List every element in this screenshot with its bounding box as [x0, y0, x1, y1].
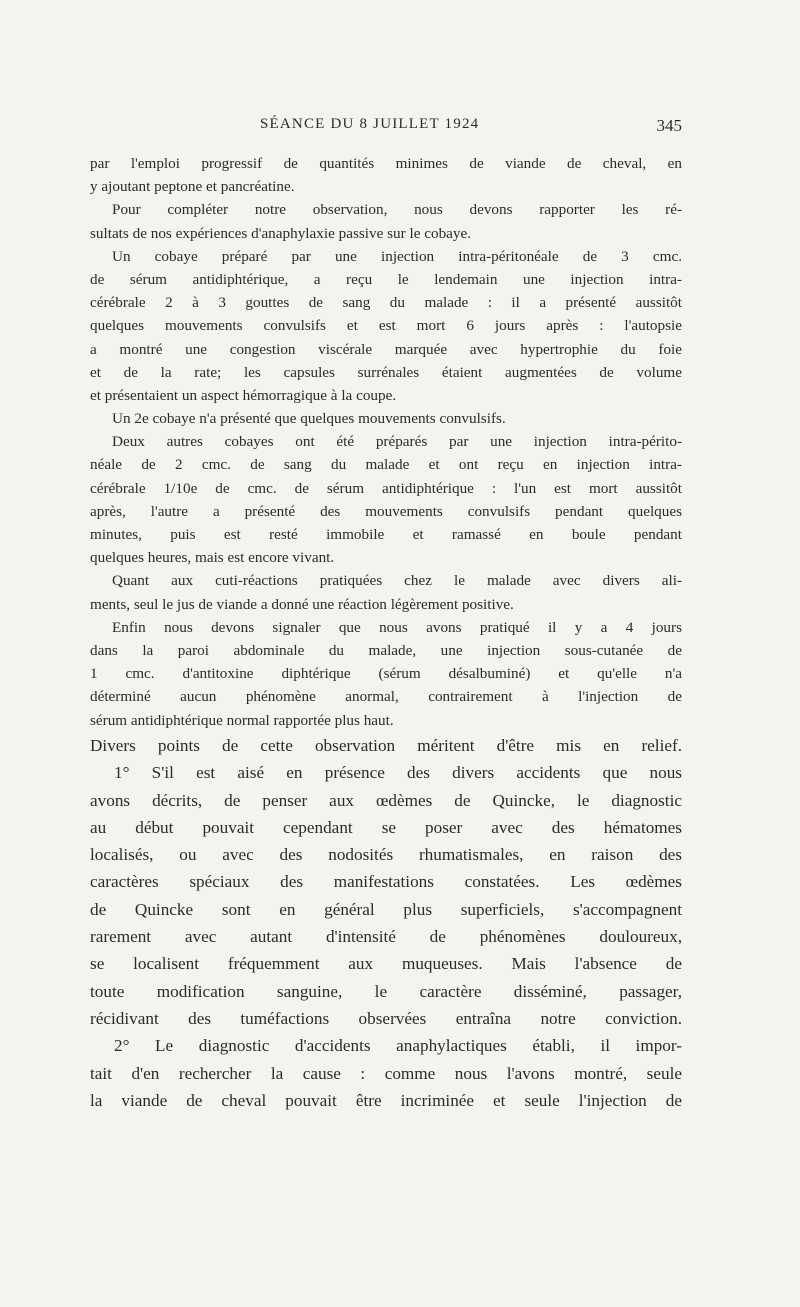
text-line: Un cobaye préparé par une injection intra-péritonéale de 3 cmc. [112, 247, 682, 265]
running-header [90, 116, 682, 140]
text-line: sultats de nos expériences d'anaphylaxie passive sur le cobaye. [90, 224, 472, 242]
text-line: Divers points de cette observation méritent d'être mis en relief. [90, 736, 682, 755]
text-line: ments, seul le jus de viande a donné une réaction légèrement positive. [90, 595, 514, 613]
text-line: néale de 2 cmc. de sang du malade et ont reçu en injection intra- [90, 456, 682, 474]
text-line: Quant aux cuti-réactions pratiquées chez le malade avec divers ali- [112, 572, 682, 590]
text-line: Pour compléter notre observation, nous devons rapporter les ré- [112, 201, 682, 219]
text-line: de Quincke sont en général plus superficiels, s'accompagnent [90, 899, 682, 919]
small-print-section [90, 152, 682, 732]
text-line: Enfin nous devons signaler que nous avons pratiqué il y a 4 jours [112, 618, 682, 636]
text-line: cérébrale 1/10e de cmc. de sérum antidiphtérique : l'un est mort aussitôt [90, 479, 682, 497]
body-text-section [90, 732, 682, 1114]
text-line: cérébrale 2 à 3 gouttes de sang du malade : il a présenté aussitôt [90, 294, 682, 312]
text-line: dans la paroi abdominale du malade, une injection sous-cutanée de [90, 641, 682, 659]
text-line: rarement avec autant d'intensité de phénomènes douloureux, [90, 927, 682, 947]
text-line: déterminé aucun phénomène anormal, contrairement à l'injection de [90, 688, 682, 706]
text-line: la viande de cheval pouvait être incriminée et seule l'injection de [90, 1090, 682, 1110]
text-line: toute modification sanguine, le caractère disséminé, passager, [90, 981, 682, 1001]
text-line: et de la rate; les capsules surrénales étaient augmentées de volume [90, 363, 682, 381]
text-line: 1 cmc. d'antitoxine diphtérique (sérum désalbuminé) et qu'elle n'a [90, 665, 682, 683]
text-line: avons décrits, de penser aux œdèmes de Quincke, le diagnostic [90, 790, 682, 810]
text-line: de sérum antidiphtérique, a reçu le lendemain une injection intra- [90, 270, 682, 288]
text-line: quelques mouvements convulsifs et est mort 6 jours après : l'autopsie [90, 317, 682, 335]
text-line: minutes, puis est resté immobile et ramassé en boule pendant [90, 526, 682, 543]
text-line: 2° Le diagnostic d'accidents anaphylactiques établi, il impor- [114, 1036, 682, 1056]
text-line: localisés, ou avec des nodosités rhumatismales, en raison des [90, 845, 682, 865]
text-line: 1° S'il est aisé en présence des divers accidents que nous [114, 763, 682, 783]
text-line: récidivant des tuméfactions observées entraîna notre conviction. [90, 1008, 682, 1028]
page-number: 345 [656, 116, 682, 135]
text-line: caractères spéciaux des manifestations constatées. Les œdèmes [90, 872, 682, 892]
text-line: Deux autres cobayes ont été préparés par une injection intra-périto- [112, 433, 682, 451]
text-line: au début pouvait cependant se poser avec des hématomes [90, 817, 682, 837]
text-line: quelques heures, mais est encore vivant. [90, 549, 335, 567]
text-line: et présentaient un aspect hémorragique à la coupe. [90, 386, 397, 404]
text-line: Un 2e cobaye n'a présenté que quelques mouvements convulsifs. [112, 410, 506, 428]
text-line: se localisent fréquemment aux muqueuses. Mais l'absence de [90, 954, 682, 974]
text-line: sérum antidiphtérique normal rapportée plus haut. [90, 711, 394, 729]
text-line: après, l'autre a présenté des mouvements convulsifs pendant quelques [90, 502, 682, 520]
running-title: SÉANCE DU 8 JUILLET 1924 [260, 116, 480, 132]
text-line: a montré une congestion viscérale marquée avec hypertrophie du foie [90, 340, 682, 358]
text-line: tait d'en rechercher la cause : comme nous l'avons montré, seule [90, 1063, 682, 1083]
text-line: par l'emploi progressif de quantités minimes de viande de cheval, en [90, 155, 682, 172]
text-line: y ajoutant peptone et pancréatine. [90, 178, 295, 196]
